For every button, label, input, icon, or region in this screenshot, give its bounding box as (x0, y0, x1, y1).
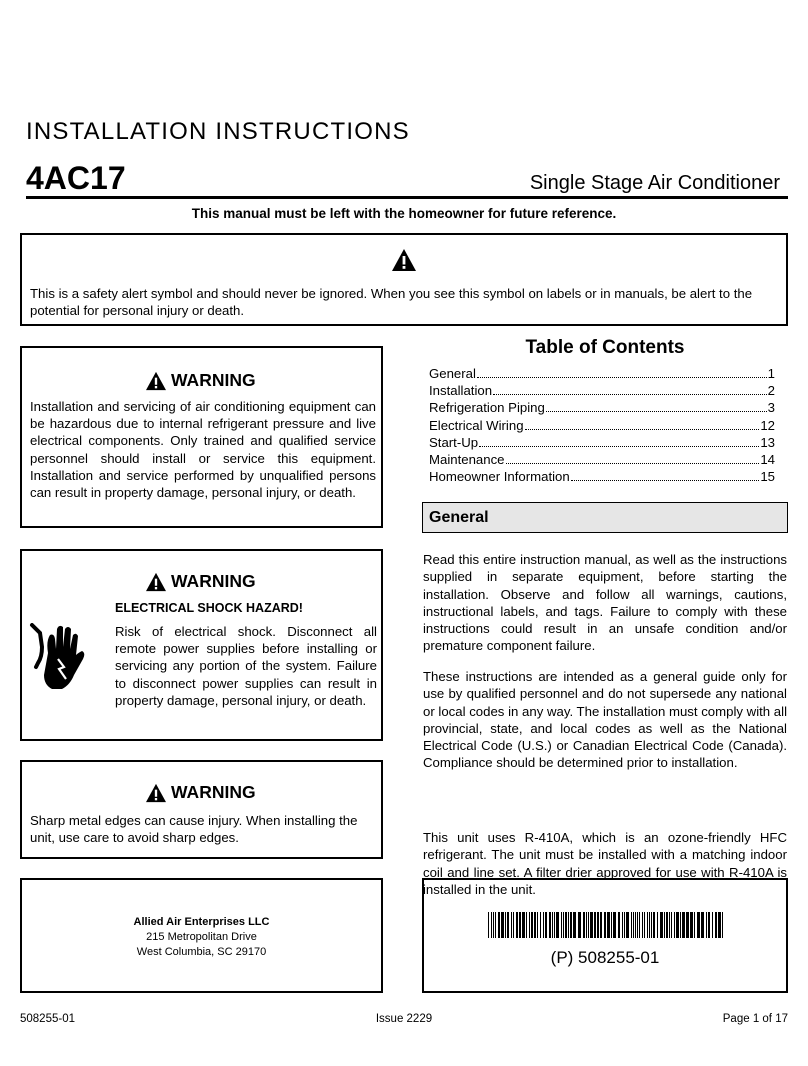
barcode-bar (690, 912, 693, 938)
barcode-bar (697, 912, 700, 938)
homeowner-notice: This manual must be left with the homeowner for future reference. (191, 206, 617, 221)
warning-text: Risk of electrical shock. Disconnect all remote power supplies before installing or servicing any portion of the system. Failure to disconnect power supplies can result in property damage, personal injury, or death. (115, 624, 377, 708)
barcode-bar (604, 912, 606, 938)
barcode-bar (718, 912, 721, 938)
barcode-bar (570, 912, 572, 938)
electric-shock-hand-icon (28, 623, 88, 698)
toc-item-page: 15 (760, 469, 775, 485)
barcode-bar (706, 912, 707, 938)
toc-item-page: 1 (767, 366, 775, 381)
warning-box-refrigerant (20, 346, 383, 528)
barcode-bar (537, 912, 538, 938)
barcode-bar (573, 912, 576, 938)
footer-part-number: 508255-01 (20, 1013, 75, 1025)
toc-item[interactable] (429, 435, 775, 452)
barcode-bar (505, 912, 506, 938)
barcode-bar (597, 912, 599, 938)
barcode-bar (540, 912, 541, 938)
barcode-bar (633, 912, 634, 938)
barcode-bar (522, 912, 525, 938)
barcode-bar (607, 912, 610, 938)
model-number: 4AC17 (26, 160, 126, 196)
barcode-bar (631, 912, 632, 938)
warning-triangle-icon (391, 248, 417, 272)
barcode-bar (622, 912, 623, 938)
barcode-bar (543, 912, 544, 938)
barcode-bar (556, 912, 559, 938)
header-divider (26, 196, 788, 199)
barcode-bar (701, 912, 704, 938)
toc-item[interactable] (429, 383, 775, 400)
barcode-bar (642, 912, 643, 938)
toc-item-label: General (429, 366, 476, 381)
toc-leader (493, 394, 767, 395)
barcode-bar (495, 912, 496, 938)
barcode-bar (660, 912, 663, 938)
barcode-bar (586, 912, 587, 938)
toc-item[interactable] (429, 400, 775, 417)
barcode-bar (583, 912, 585, 938)
warning-triangle-icon (145, 371, 167, 391)
warning-label: WARNING (171, 782, 256, 802)
barcode-bar (552, 912, 553, 938)
barcode-bar (708, 912, 710, 938)
toc-item-label: Installation (429, 383, 493, 399)
warning-text: Sharp metal edges can cause injury. When installing the unit, use care to avoid sharp edges. (30, 813, 358, 846)
barcode-bar (664, 912, 665, 938)
document-type-title: INSTALLATION INSTRUCTIONS (26, 118, 410, 145)
toc-leader (477, 377, 767, 378)
product-subtitle: Single Stage Air Conditioner (529, 172, 780, 194)
electrical-hazard-label: ELECTRICAL SHOCK HAZARD! (115, 601, 303, 615)
toc-item[interactable] (429, 418, 775, 435)
warning-label: WARNING (171, 571, 256, 591)
barcode-bar (501, 912, 504, 938)
barcode-bar (493, 912, 494, 938)
barcode-bar (669, 912, 670, 938)
barcode-bar (647, 912, 648, 938)
warning-heading (145, 571, 256, 592)
toc-item-label: Refrigeration Piping (429, 400, 545, 416)
barcode-image (488, 912, 724, 938)
barcode-bar (491, 912, 492, 938)
warning-triangle-icon (145, 783, 167, 803)
barcode-bar (637, 912, 638, 938)
general-paragraph: This unit uses R-410A, which is an ozone-friendly HFC refrigerant. The unit must be installed with a matching indoor coil and line set. A filter drier approved for use with R-410A is installed in the unit. (423, 830, 787, 897)
barcode-bar (578, 912, 581, 938)
address-street: 215 Metropolitan Drive (146, 931, 257, 943)
safety-alert-text: This is a safety alert symbol and should never be ignored. When you see this symbol on labels or in manuals, be alert to the potential for personal injury or death. (30, 286, 753, 318)
barcode-bar (644, 912, 645, 938)
warning-heading (145, 782, 256, 803)
barcode-bar (526, 912, 527, 938)
general-paragraph: Read this entire instruction manual, as well as the instructions supplied in separate equipment, before starting the installation. Observe and follow all warnings, cautions, instructional labels, and tags. Failure to comply with these instructions could result in an unsafe condition and/or premature component failure. (423, 552, 787, 654)
barcode-number: (P) 508255-01 (550, 948, 660, 967)
barcode-bar (626, 912, 629, 938)
barcode-bar (682, 912, 685, 938)
barcode-bar (671, 912, 672, 938)
toc-item-label: Start-Up (429, 434, 479, 450)
toc-title: Table of Contents (525, 337, 685, 358)
toc-item[interactable] (429, 452, 775, 469)
safety-alert-box (20, 233, 788, 326)
toc-leader (506, 463, 760, 464)
barcode-bar (568, 912, 569, 938)
barcode-bar (618, 912, 620, 938)
barcode-bar (639, 912, 640, 938)
toc-item-page: 2 (767, 383, 775, 399)
barcode-bar (563, 912, 564, 938)
warning-triangle-icon (145, 572, 167, 592)
barcode-bar (516, 912, 518, 938)
barcode-bar (686, 912, 689, 938)
barcode-bar (507, 912, 509, 938)
warning-box-electrical (20, 549, 383, 741)
toc-item-label: Maintenance (429, 451, 505, 467)
address-city: West Columbia, SC 29170 (136, 946, 267, 958)
toc-item-label: Electrical Wiring (429, 417, 524, 433)
barcode-bar (600, 912, 602, 938)
barcode-bar (511, 912, 512, 938)
warning-label: WARNING (171, 370, 256, 390)
barcode-bar (694, 912, 695, 938)
barcode-bar (657, 912, 658, 938)
barcode-bar (529, 912, 530, 938)
barcode-bar (666, 912, 668, 938)
toc-leader (479, 446, 759, 447)
warning-heading (145, 370, 256, 391)
barcode-bar (565, 912, 567, 938)
warning-box-sharp-edges (20, 760, 383, 859)
barcode-bar (635, 912, 636, 938)
toc-leader (571, 480, 760, 481)
toc-item-page: 3 (767, 400, 775, 416)
barcode-bar (531, 912, 533, 938)
barcode-bar (554, 912, 555, 938)
barcode-bar (712, 912, 713, 938)
warning-text: Installation and servicing of air conditioning equipment can be hazardous due to internal refrigerant pressure and live electrical components. Only trained and qualified service personnel should install or service this equipment. Installation and service performed by unqualified persons can result in property damage, personal injury, or death. (30, 399, 376, 501)
barcode-bar (611, 912, 612, 938)
barcode-bar (590, 912, 593, 938)
barcode-bar (513, 912, 514, 938)
barcode-bar (594, 912, 596, 938)
barcode-bar (534, 912, 536, 938)
barcode-box (422, 878, 788, 993)
barcode-bar (676, 912, 679, 938)
barcode-bar (545, 912, 547, 938)
toc-item-label: Homeowner Information (429, 469, 570, 485)
barcode-bar (613, 912, 616, 938)
company-address (22, 915, 381, 960)
footer-issue: Issue 2229 (375, 1013, 433, 1025)
footer-page-number: Page 1 of 17 (722, 1013, 788, 1025)
barcode-bar (649, 912, 650, 938)
barcode-bar (674, 912, 675, 938)
company-address-box (20, 878, 383, 993)
barcode-bar (624, 912, 625, 938)
barcode-bar (561, 912, 562, 938)
table-of-contents (429, 366, 775, 486)
general-paragraph: These instructions are intended as a general guide only for use by qualified personnel and do not supersede any national or local codes in any way. The installation must comply with all provincial, state, and local codes as well as the National Electrical Code (U.S.) or Canadian Electrical Code (Canada). Compliance should be determined prior to installation. (423, 669, 787, 771)
barcode-bar (498, 912, 500, 938)
toc-item-page: 13 (760, 434, 775, 450)
barcode-bar (651, 912, 652, 938)
toc-leader (525, 429, 760, 430)
barcode-bar (488, 912, 489, 938)
barcode-bar (715, 912, 717, 938)
barcode-bar (588, 912, 589, 938)
toc-leader (546, 411, 767, 412)
company-name: Allied Air Enterprises LLC (133, 916, 270, 928)
barcode-bar (549, 912, 551, 938)
barcode-bar (653, 912, 655, 938)
toc-item[interactable] (429, 469, 775, 486)
toc-item-page: 12 (760, 417, 775, 433)
barcode-bar (519, 912, 521, 938)
toc-item-page: 14 (760, 451, 775, 467)
barcode-bar (722, 912, 723, 938)
section-heading-general: General (422, 502, 788, 533)
toc-item[interactable] (429, 366, 775, 383)
barcode-bar (680, 912, 681, 938)
